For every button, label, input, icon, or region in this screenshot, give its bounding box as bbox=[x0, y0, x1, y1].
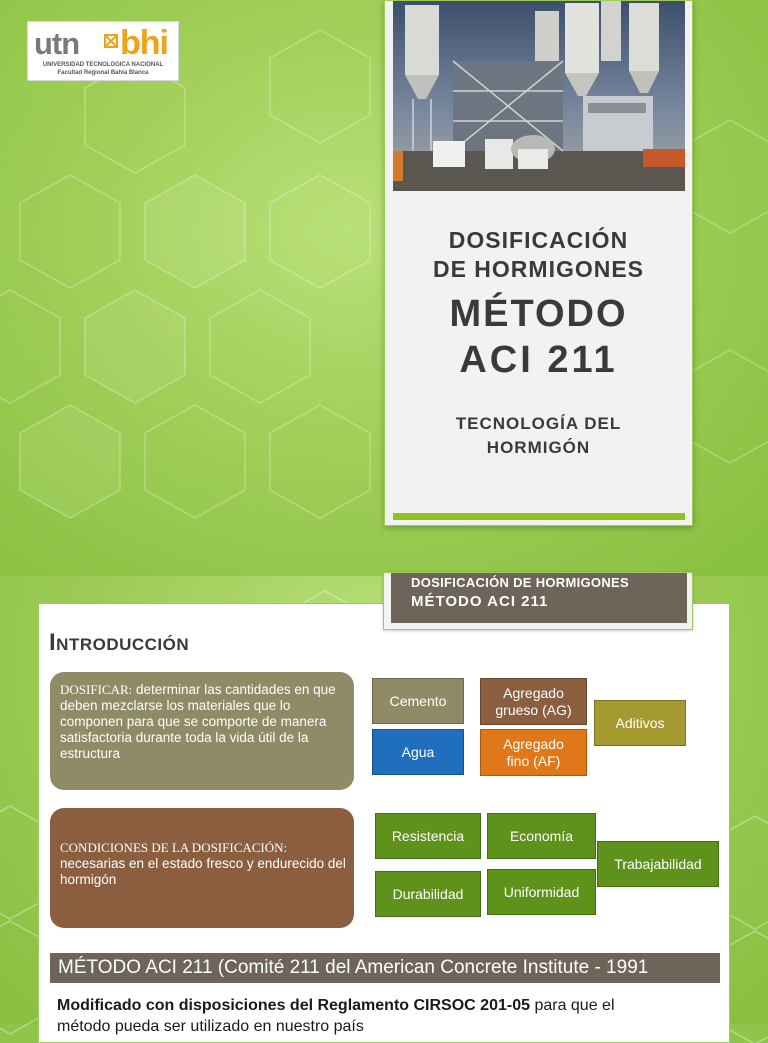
course-line-2: HORMIGÓN bbox=[486, 438, 591, 457]
logo-university-name: UNIVERSIDAD TECNOLOGICA NACIONAL bbox=[42, 62, 164, 68]
dosificar-definition-box bbox=[50, 672, 354, 790]
condition-uniformidad: Uniformidad bbox=[487, 869, 596, 915]
modified-note-bold: Modificado con disposiciones del Reglamento CIRSOC 201-05 bbox=[57, 997, 530, 1014]
material-agregado-fino: Agregado fino (AF) bbox=[480, 729, 587, 776]
condiciones-text: necesarias en el estado fresco y endurecido del hormigón bbox=[60, 856, 346, 887]
dosificar-text: determinar las cantidades en que deben mezclarse los materiales que lo componen para que se comporte de manera satisfactoria durante toda la vida útil de la estructura bbox=[60, 682, 336, 761]
modified-note-continuation: método pueda ser utilizado en nuestro país bbox=[57, 1018, 364, 1035]
condition-trabajabilidad: Trabajabilidad bbox=[597, 841, 719, 887]
header-tag-subtitle: MÉTODO ACI 211 bbox=[411, 593, 549, 610]
condiciones-box bbox=[50, 808, 354, 928]
dosificar-keyword: DOSIFICAR: bbox=[60, 682, 133, 697]
course-line-1: TECNOLOGÍA DEL bbox=[455, 414, 622, 433]
modified-note-rest: para que el bbox=[534, 997, 615, 1014]
method-banner: MÉTODO ACI 211 (Comité 211 del American Concrete Institute - 1991 bbox=[50, 953, 720, 983]
logo-mark-icon bbox=[104, 34, 118, 48]
concrete-plant-photo bbox=[393, 1, 685, 191]
utn-bhi-logo bbox=[27, 21, 179, 81]
condition-economia: Economía bbox=[487, 813, 596, 859]
material-agregado-grueso: Agregado grueso (AG) bbox=[480, 678, 587, 725]
modified-note bbox=[57, 997, 615, 1015]
accent-bar bbox=[393, 513, 685, 520]
header-tag-title: DOSIFICACIÓN DE HORMIGONES bbox=[411, 575, 629, 590]
title-line-2: DE HORMIGONES bbox=[432, 256, 645, 282]
material-aditivos: Aditivos bbox=[594, 700, 686, 746]
title-line-1: DOSIFICACIÓN bbox=[448, 227, 629, 253]
method-line-2: ACI 211 bbox=[459, 339, 618, 381]
condiciones-keyword: CONDICIONES DE LA DOSIFICACIÓN: bbox=[60, 840, 288, 855]
header-tag bbox=[383, 572, 693, 630]
method-line-1: MÉTODO bbox=[449, 293, 628, 335]
material-cemento: Cemento bbox=[372, 678, 464, 724]
condition-resistencia: Resistencia bbox=[375, 813, 481, 859]
logo-utn-text: utn bbox=[34, 26, 80, 61]
section-title: Introducción bbox=[49, 629, 190, 656]
introduction-slide bbox=[0, 575, 768, 1035]
logo-bhi-text: bhi bbox=[120, 24, 168, 62]
condition-durabilidad: Durabilidad bbox=[375, 871, 481, 917]
material-agua: Agua bbox=[372, 729, 464, 775]
logo-faculty-name: Facultad Regional Bahía Blanca bbox=[57, 70, 149, 76]
title-card bbox=[384, 0, 693, 526]
